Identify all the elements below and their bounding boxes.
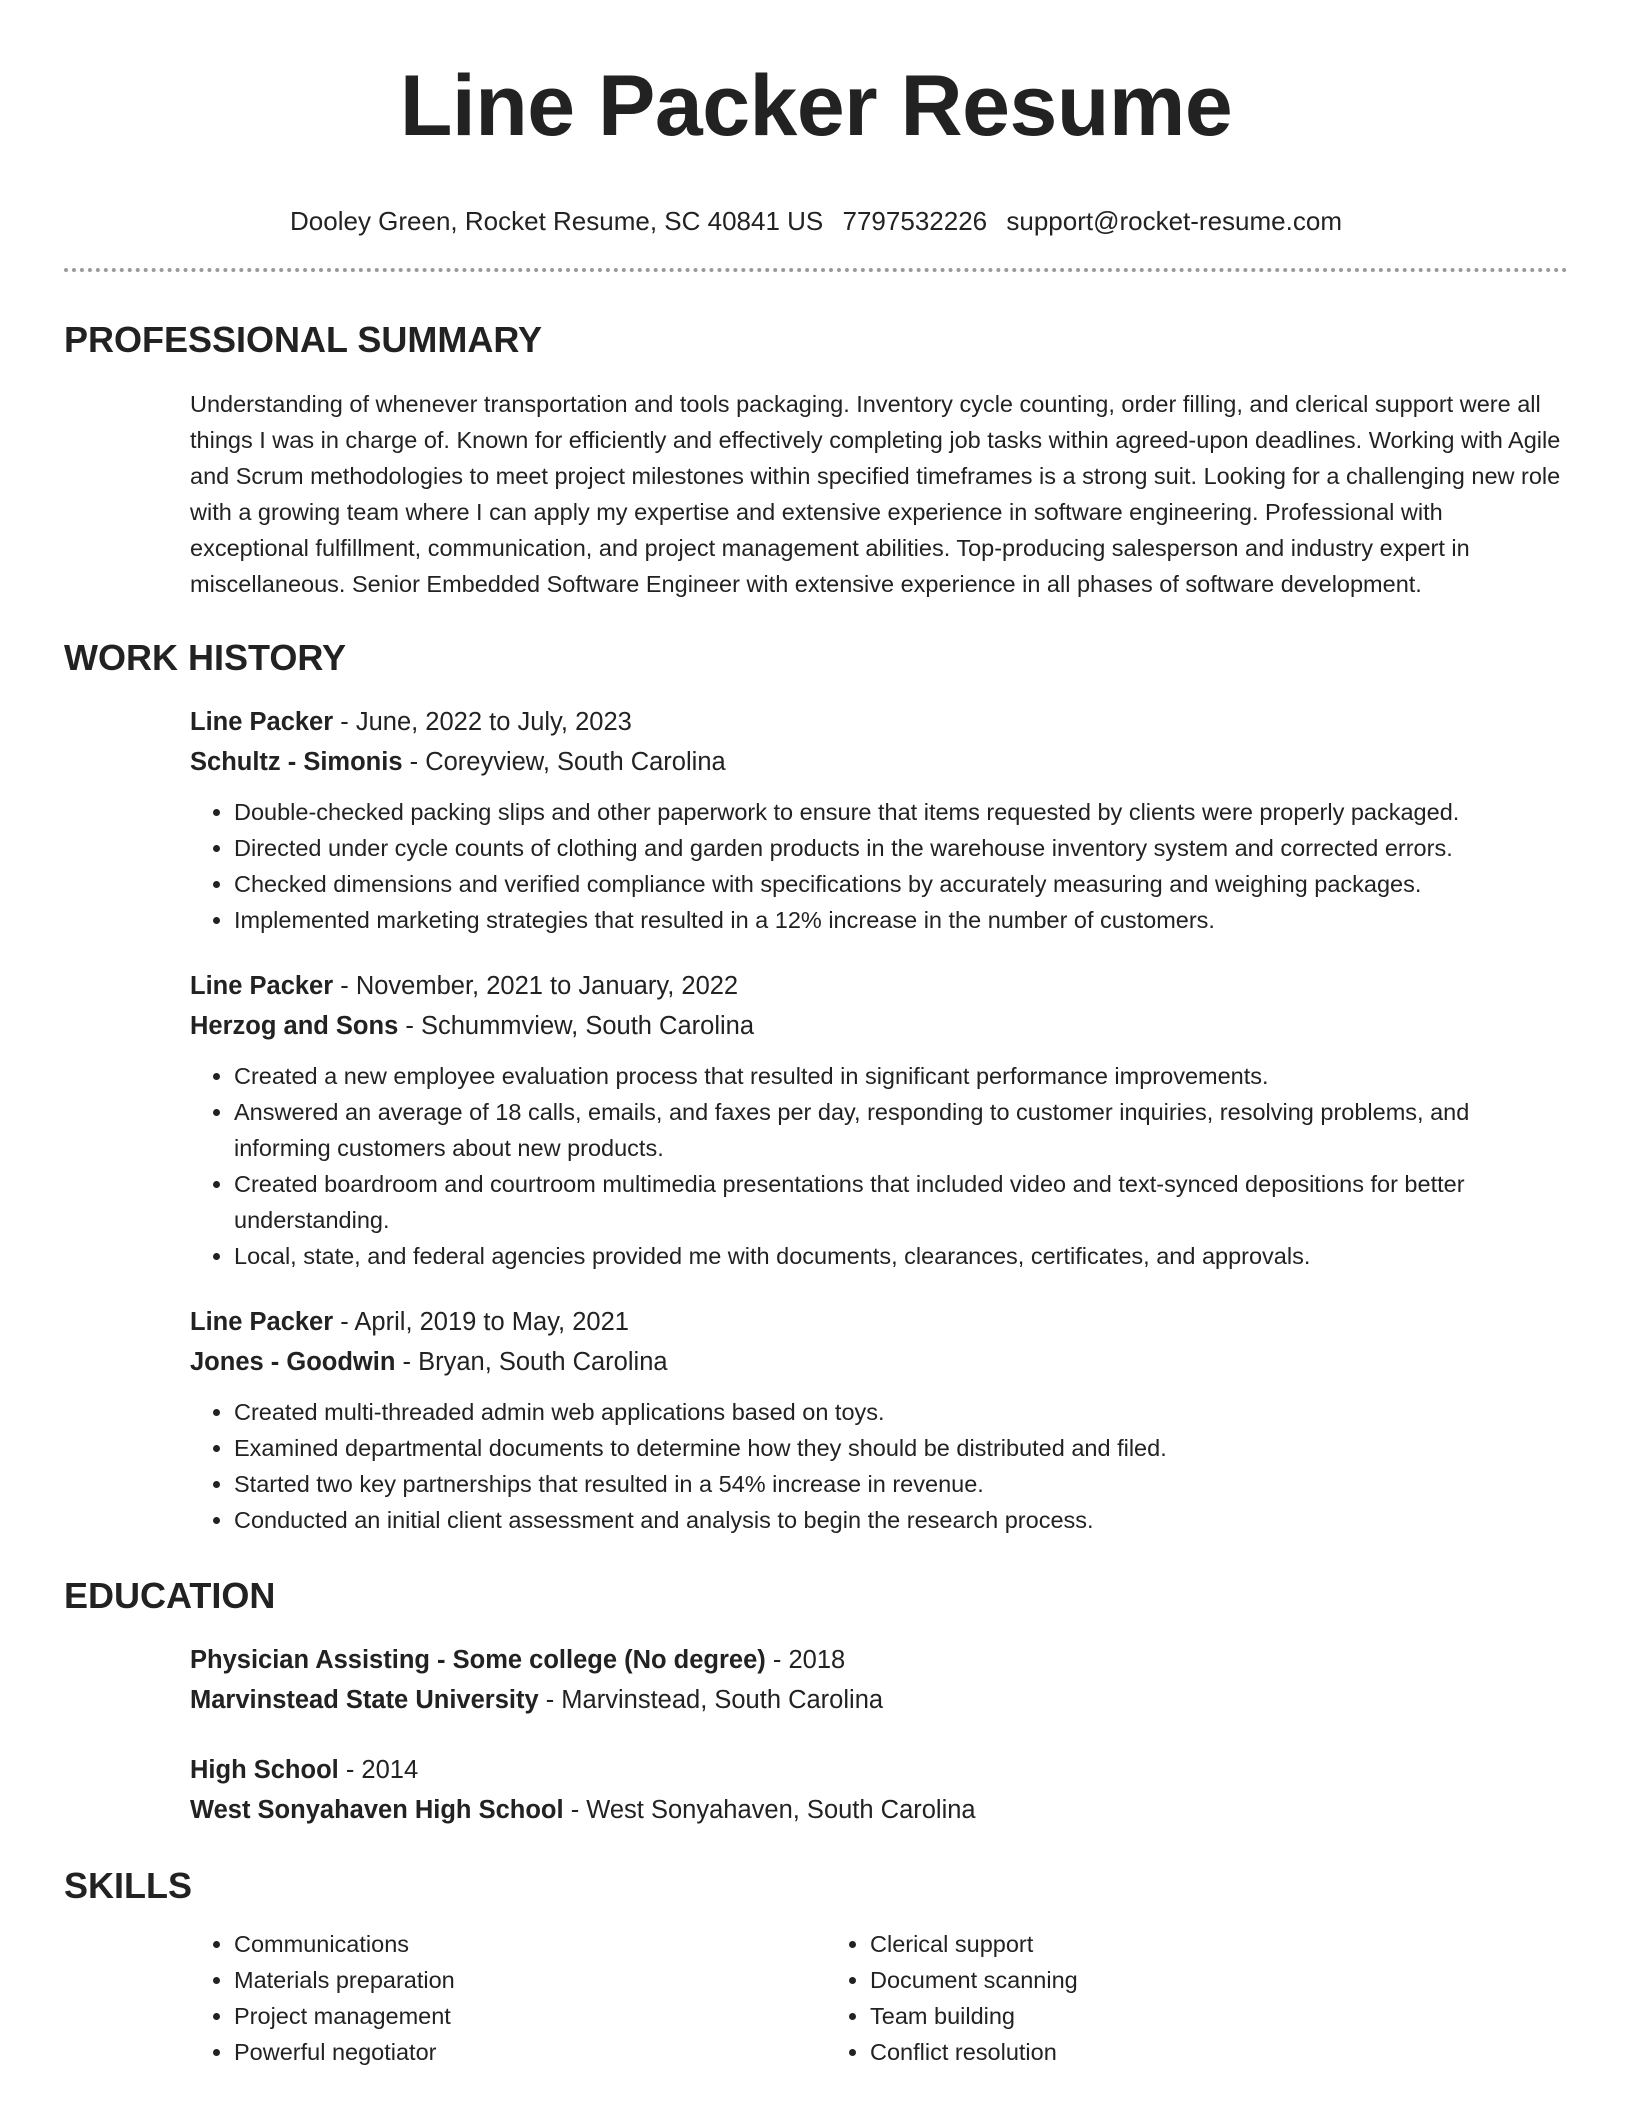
job-location: - Bryan, South Carolina	[395, 1348, 668, 1376]
job-bullet: • Examined departmental documents to determine how they should be distributed and filed.	[234, 1430, 1568, 1466]
education-location: - West Sonyahaven, South Carolina	[563, 1796, 976, 1824]
contact-address: Dooley Green, Rocket Resume, SC 40841 US	[290, 206, 824, 236]
skill-item: • Document scanning	[870, 1962, 1462, 1998]
job-company-line	[190, 1342, 1568, 1382]
skill-item: • Conflict resolution	[870, 2034, 1462, 2070]
education-year: - 2018	[765, 1646, 846, 1674]
job-title-line	[190, 966, 1568, 1006]
job-bullet: • Answered an average of 18 calls, emails, and faxes per day, responding to customer inquiries, resolving problems, and informing customers about new products.	[234, 1094, 1568, 1166]
job-bullet: • Directed under cycle counts of clothing and garden products in the warehouse inventory system and corrected errors.	[234, 830, 1568, 866]
job-bullet: • Double-checked packing slips and other paperwork to ensure that items requested by clients were properly packaged.	[234, 794, 1568, 830]
job-bullets	[190, 794, 1568, 938]
summary-text: Understanding of whenever transportation and tools packaging. Inventory cycle counting, order filling, and clerical support were all things I was in charge of. Known for efficiently and effectively completing job tasks within agreed-upon deadlines. Working with Agile and Scrum methodologies to meet project milestones within specified timeframes is a strong suit. Looking for a challenging new role with a growing team where I can apply my expertise and extensive experience in software engineering. Professional with exceptional fulfillment, communication, and project management abilities. Top-producing salesperson and industry expert in miscellaneous. Senior Embedded Software Engineer with extensive experience in all phases of software development.	[190, 391, 1561, 597]
skill-item: • Materials preparation	[234, 1962, 826, 1998]
skill-item: • Team building	[870, 1998, 1462, 2034]
education-school-line	[190, 1680, 1568, 1720]
work-history-heading: WORK HISTORY	[64, 637, 347, 678]
job-bullet: • Local, state, and federal agencies provided me with documents, clearances, certificates, and approvals.	[234, 1238, 1568, 1274]
work-history-list	[190, 702, 1568, 1538]
job-title-line	[190, 1302, 1568, 1342]
job-bullet: • Created boardroom and courtroom multimedia presentations that included video and text-synced depositions for better understanding.	[234, 1166, 1568, 1238]
job-company-line	[190, 1006, 1568, 1046]
resume-title: Line Packer Resume	[399, 58, 1233, 154]
education-list	[190, 1640, 1568, 1830]
education-degree: High School	[190, 1756, 339, 1784]
job-dates: - November, 2021 to January, 2022	[333, 972, 739, 1000]
job-title-line	[190, 702, 1568, 742]
skill-item: • Communications	[234, 1926, 826, 1962]
header-divider	[64, 268, 1568, 272]
job-location: - Schummview, South Carolina	[398, 1012, 755, 1040]
job-bullet: • Implemented marketing strategies that resulted in a 12% increase in the number of customers.	[234, 902, 1568, 938]
job-bullet: • Checked dimensions and verified compliance with specifications by accurately measuring and weighing packages.	[234, 866, 1568, 902]
job-company: Herzog and Sons	[190, 1012, 399, 1040]
job-entry	[190, 1302, 1568, 1538]
skill-item: • Powerful negotiator	[234, 2034, 826, 2070]
skills-heading: SKILLS	[64, 1865, 193, 1906]
job-bullets	[190, 1058, 1568, 1274]
education-degree-line	[190, 1640, 1568, 1680]
education-heading: EDUCATION	[64, 1575, 276, 1616]
job-bullet: • Created a new employee evaluation process that resulted in significant performance improvements.	[234, 1058, 1568, 1094]
job-entry	[190, 966, 1568, 1274]
skills-column-right	[826, 1926, 1462, 2070]
job-bullet: • Created multi-threaded admin web applications based on toys.	[234, 1394, 1568, 1430]
job-entry	[190, 702, 1568, 938]
contact-email: support@rocket-resume.com	[1006, 206, 1342, 236]
job-company: Jones - Goodwin	[190, 1348, 396, 1376]
education-school: Marvinstead State University	[190, 1686, 539, 1714]
education-degree: Physician Assisting - Some college (No degree)	[190, 1646, 766, 1674]
education-entry	[190, 1750, 1568, 1830]
contact-line	[64, 204, 1568, 238]
education-entry	[190, 1640, 1568, 1720]
job-title: Line Packer	[190, 1308, 334, 1336]
skill-item: • Clerical support	[870, 1926, 1462, 1962]
job-title: Line Packer	[190, 972, 334, 1000]
job-bullet: • Conducted an initial client assessment and analysis to begin the research process.	[234, 1502, 1568, 1538]
education-degree-line	[190, 1750, 1568, 1790]
education-location: - Marvinstead, South Carolina	[538, 1686, 884, 1714]
job-company-line	[190, 742, 1568, 782]
education-school-line	[190, 1790, 1568, 1830]
skills-column-left	[190, 1926, 826, 2070]
job-dates: - June, 2022 to July, 2023	[333, 708, 632, 736]
education-year: - 2014	[338, 1756, 419, 1784]
summary-heading: PROFESSIONAL SUMMARY	[64, 319, 543, 360]
job-title: Line Packer	[190, 708, 334, 736]
job-dates: - April, 2019 to May, 2021	[333, 1308, 629, 1336]
job-bullet: • Started two key partnerships that resulted in a 54% increase in revenue.	[234, 1466, 1568, 1502]
job-bullets	[190, 1394, 1568, 1538]
skill-item: • Project management	[234, 1998, 826, 2034]
education-school: West Sonyahaven High School	[190, 1796, 564, 1824]
job-location: - Coreyview, South Carolina	[402, 748, 726, 776]
contact-phone: 7797532226	[842, 206, 988, 236]
skills-grid	[190, 1926, 1568, 2070]
job-company: Schultz - Simonis	[190, 748, 403, 776]
